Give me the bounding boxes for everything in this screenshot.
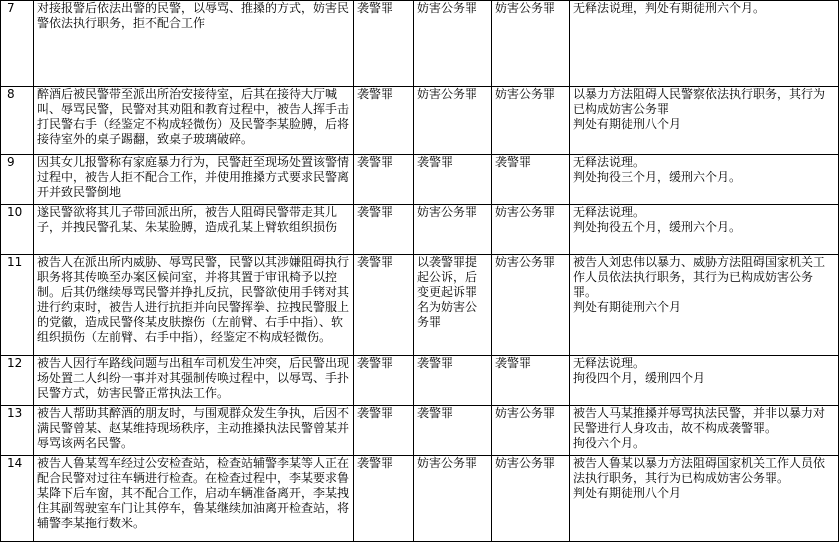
- verdict-charge-cell: [492, 155, 570, 205]
- verdict-charge-cell-text: 袭警罪: [495, 155, 532, 169]
- verdict-charge-cell-text: 妨害公务罪: [495, 406, 556, 420]
- verdict-explanation-cell: [570, 456, 839, 542]
- verdict-explanation-cell: [570, 87, 839, 155]
- case-number-cell-text: 14: [7, 456, 23, 470]
- case-facts-cell: [34, 205, 354, 255]
- charge-cell: [354, 456, 414, 542]
- charge-cell-text: 袭警罪: [357, 1, 394, 15]
- charge-cell-text: 袭警罪: [357, 87, 394, 101]
- verdict-charge-cell-text: 妨害公务罪: [495, 87, 556, 101]
- case-number-cell: [1, 406, 34, 456]
- prosecution-charge-cell: [414, 406, 492, 456]
- verdict-explanation-cell-text: 以暴力方法阻碍人民警察依法执行职务，其行为已构成妨害公务罪 判处有期徒刑八个月: [573, 87, 826, 131]
- verdict-explanation-cell-text: 无释法说理。 拘役四个月，缓刑四个月: [573, 356, 706, 385]
- prosecution-charge-cell-text: 袭警罪: [417, 356, 454, 370]
- case-number-cell-text: 8: [7, 87, 15, 101]
- case-number-cell: [1, 155, 34, 205]
- prosecution-charge-cell: [414, 155, 492, 205]
- charge-cell: [354, 356, 414, 406]
- prosecution-charge-cell-text: 妨害公务罪: [417, 1, 478, 15]
- verdict-charge-cell-text: 妨害公务罪: [495, 1, 556, 15]
- prosecution-charge-cell-text: 以袭警罪提起公诉，后变更起诉罪名为妨害公务罪: [417, 255, 478, 329]
- case-facts-cell: [34, 1, 354, 87]
- verdict-charge-cell: [492, 456, 570, 542]
- verdict-explanation-cell-text: 无释法说理。 判处拘役五个月，缓刑六个月。: [573, 205, 742, 234]
- verdict-explanation-cell: [570, 1, 839, 87]
- prosecution-charge-cell: [414, 356, 492, 406]
- verdict-explanation-cell: [570, 205, 839, 255]
- verdict-explanation-cell: [570, 255, 839, 356]
- case-number-cell: [1, 356, 34, 406]
- case-facts-cell: [34, 255, 354, 356]
- case-number-cell-text: 12: [7, 356, 23, 370]
- prosecution-charge-cell: [414, 456, 492, 542]
- case-facts-cell-text: 醉酒后被民警带至派出所治安接待室，后其在接待大厅喊叫、辱骂民警，民警对其劝阻和教育过程中，被告人挥手击打民警右手（经鉴定不构成轻微伤）及民警李某脸膊，后将接待室外的桌子踢翻，致桌子玻璃破碎。: [37, 87, 350, 146]
- case-number-cell-text: 7: [7, 1, 15, 15]
- verdict-charge-cell: [492, 1, 570, 87]
- case-number-cell: [1, 1, 34, 87]
- table-row: [1, 406, 839, 456]
- prosecution-charge-cell-text: 袭警罪: [417, 406, 454, 420]
- case-facts-cell: [34, 456, 354, 542]
- case-number-cell-text: 11: [7, 255, 23, 269]
- verdict-explanation-cell-text: 被告人马某推搡并辱骂执法民警，并非以暴力对民警进行人身攻击，故不构成袭警罪。 拘役六个月。: [573, 406, 826, 450]
- table-row: [1, 1, 839, 87]
- verdict-explanation-cell-text: 无释法说理。 判处拘役三个月，缓刑六个月。: [573, 155, 742, 184]
- case-facts-cell-text: 因其女儿报警称有家庭暴力行为，民警赶至现场处置该警情过程中，被告人拒不配合工作，并使用推搡方式要求民警离开并致民警倒地: [37, 155, 350, 199]
- table-row: [1, 205, 839, 255]
- case-facts-cell: [34, 87, 354, 155]
- charge-cell-text: 袭警罪: [357, 406, 394, 420]
- table-row: [1, 155, 839, 205]
- verdict-charge-cell-text: 妨害公务罪: [495, 205, 556, 219]
- verdict-charge-cell: [492, 205, 570, 255]
- case-facts-cell-text: 遂民警欲将其儿子带回派出所，被告人阻碍民警带走其儿子，并拽民警孔某、朱某脸膊，造成孔某上臂软组织损伤: [37, 205, 338, 234]
- case-facts-cell-text: 被告人在派出所内威胁、辱骂民警，民警以其涉嫌阻碍执行职务将其传唤至办案区候问室，并将其置于审讯椅予以控制。后其仍继续辱骂民警并挣扎反抗，民警欲使用手铐对其进行约束时，被告人进行抗拒并向民警挥拳、拉拽民警服上的党徽，造成民警佟某皮肤擦伤（左前臂、右手中指）、软组织损伤（左前臂、右手中指），经鉴定不构成轻微伤。: [37, 255, 350, 344]
- case-facts-cell-text: 被告人鲁某驾车经过公安检查站，检查站辅警李某等人正在配合民警对过往车辆进行检查。在检查过程中，李某要求鲁某降下后车窗，其不配合工作，启动车辆准备离开，李某拽住其副驾驶室车门让其停车，鲁某继续加油离开检查站，将辅警李某拖行数米。: [37, 456, 350, 530]
- charge-cell: [354, 87, 414, 155]
- prosecution-charge-cell-text: 妨害公务罪: [417, 205, 478, 219]
- verdict-charge-cell-text: 妨害公务罪: [495, 255, 556, 269]
- case-facts-cell: [34, 155, 354, 205]
- charge-cell: [354, 406, 414, 456]
- verdict-charge-cell: [492, 356, 570, 406]
- verdict-explanation-cell: [570, 155, 839, 205]
- case-number-cell-text: 10: [7, 205, 23, 219]
- table-row: [1, 255, 839, 356]
- case-facts-cell-text: 被告人帮助其醉酒的朋友时，与围观群众发生争执，后因不满民警曾某、赵某维持现场秩序，主动推搡执法民警曾某并辱骂该两名民警。: [37, 406, 350, 450]
- case-facts-cell: [34, 356, 354, 406]
- verdict-explanation-cell-text: 无释法说理，判处有期徒刑六个月。: [573, 1, 766, 15]
- verdict-explanation-cell-text: 被告人刘忠伟以暴力、威胁方法阻碍国家机关工作人员依法执行职务，其行为已构成妨害公务罪。 判处有期徒刑六个月: [573, 255, 826, 314]
- prosecution-charge-cell: [414, 1, 492, 87]
- charge-cell-text: 袭警罪: [357, 205, 394, 219]
- case-number-cell: [1, 255, 34, 356]
- prosecution-charge-cell: [414, 255, 492, 356]
- case-facts-cell-text: 被告人因行车路线问题与出租车司机发生冲突，后民警出现场处置二人纠纷一事并对其强制传唤过程中，以辱骂、手扑民警方式，妨害民警正常执法工作。: [37, 356, 350, 400]
- table-row: [1, 356, 839, 406]
- case-table-body: [1, 1, 839, 542]
- charge-cell: [354, 1, 414, 87]
- verdict-explanation-cell: [570, 356, 839, 406]
- table-row: [1, 456, 839, 542]
- case-number-cell: [1, 205, 34, 255]
- prosecution-charge-cell: [414, 205, 492, 255]
- charge-cell-text: 袭警罪: [357, 356, 394, 370]
- verdict-charge-cell: [492, 255, 570, 356]
- charge-cell-text: 袭警罪: [357, 155, 394, 169]
- charge-cell-text: 袭警罪: [357, 456, 394, 470]
- case-facts-cell-text: 对接报警后依法出警的民警，以辱骂、推搡的方式，妨害民警依法执行职务，拒不配合工作: [37, 1, 350, 30]
- prosecution-charge-cell-text: 妨害公务罪: [417, 456, 478, 470]
- verdict-charge-cell-text: 袭警罪: [495, 356, 532, 370]
- case-number-cell-text: 13: [7, 406, 23, 420]
- case-number-cell: [1, 456, 34, 542]
- charge-cell: [354, 255, 414, 356]
- verdict-charge-cell: [492, 87, 570, 155]
- prosecution-charge-cell-text: 袭警罪: [417, 155, 454, 169]
- charge-cell: [354, 155, 414, 205]
- prosecution-charge-cell-text: 妨害公务罪: [417, 87, 478, 101]
- case-number-cell: [1, 87, 34, 155]
- table-row: [1, 87, 839, 155]
- verdict-explanation-cell-text: 被告人鲁某以暴力方法阻碍国家机关工作人员依法执行职务，其行为已构成妨害公务罪。 判处有期徒刑八个月: [573, 456, 826, 500]
- prosecution-charge-cell: [414, 87, 492, 155]
- verdict-charge-cell: [492, 406, 570, 456]
- case-facts-cell: [34, 406, 354, 456]
- charge-cell: [354, 205, 414, 255]
- case-number-cell-text: 9: [7, 155, 15, 169]
- verdict-charge-cell-text: 妨害公务罪: [495, 456, 556, 470]
- charge-cell-text: 袭警罪: [357, 255, 394, 269]
- verdict-explanation-cell: [570, 406, 839, 456]
